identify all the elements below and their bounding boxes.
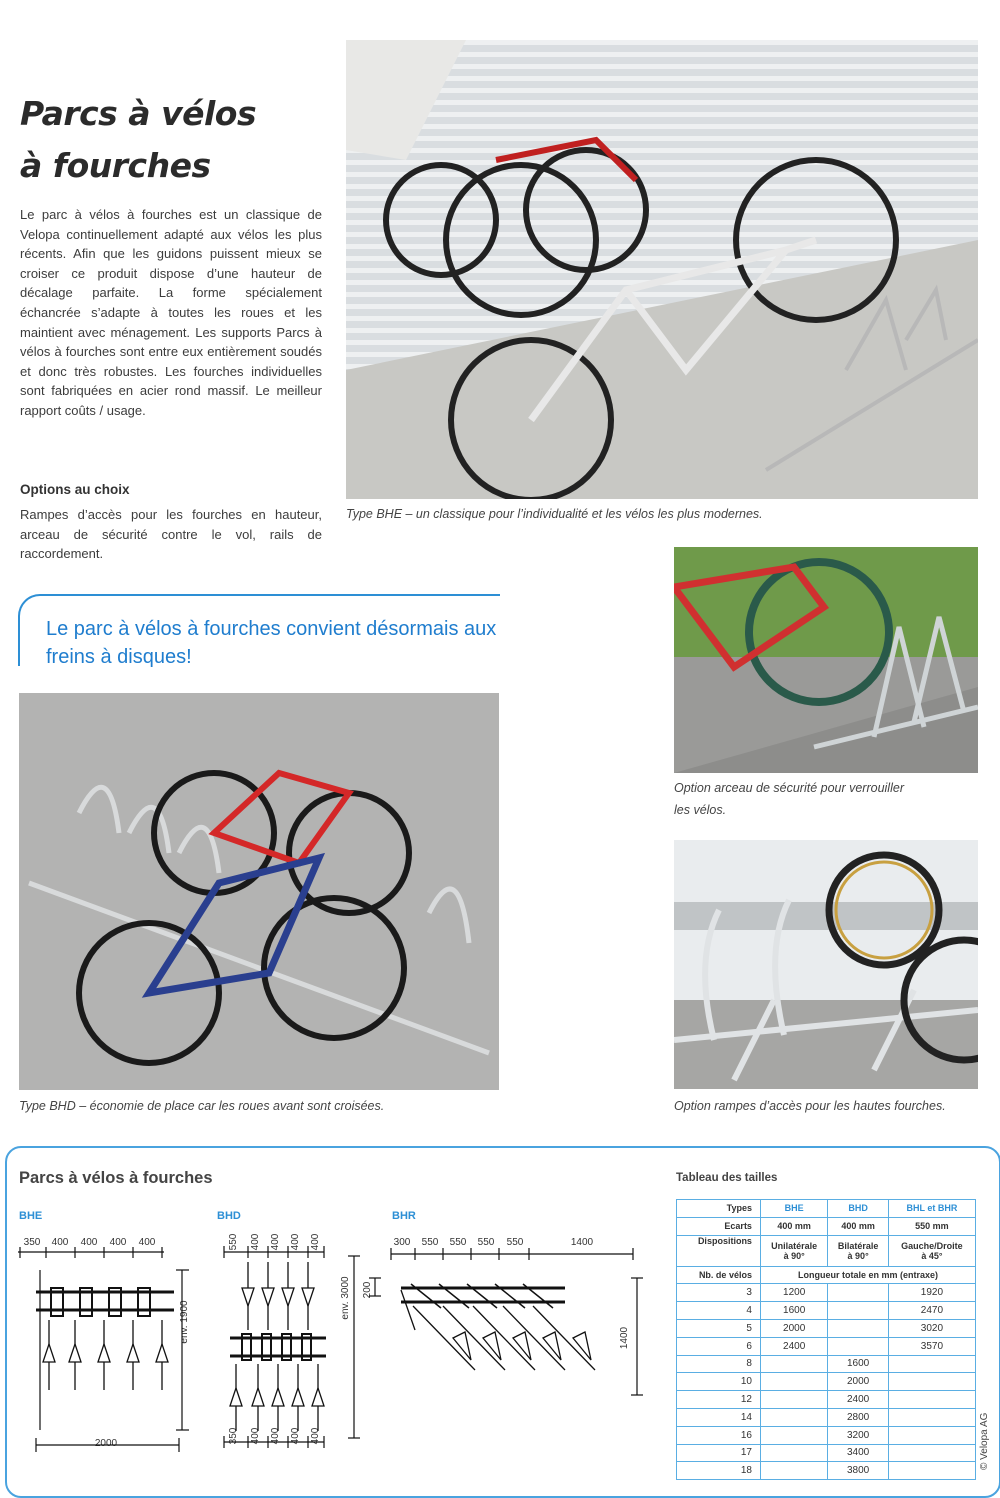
bhr-dim-top-6: 1400	[570, 1237, 594, 1248]
table-row	[677, 1373, 976, 1391]
bhd-length-cell: 2000	[828, 1373, 888, 1391]
table-row	[677, 1462, 976, 1480]
bhl-length-cell	[888, 1408, 975, 1426]
bhe-length-cell: 1200	[760, 1284, 827, 1302]
bike-count-cell: 4	[677, 1302, 761, 1320]
bhd-length-cell: 1600	[828, 1355, 888, 1373]
bhd-length-cell: 2800	[828, 1408, 888, 1426]
bike-count-cell: 8	[677, 1355, 761, 1373]
bhd-length-cell: 3200	[828, 1426, 888, 1444]
bhe-length-cell	[760, 1426, 827, 1444]
length-header: Longueur totale en mm (entraxe)	[760, 1266, 975, 1284]
disposition-bhe-2: à 90°	[783, 1250, 805, 1261]
bhd-dim-top-5: 400	[310, 1233, 321, 1251]
intro-paragraph: Le parc à vélos à fourches est un classique de Velopa continuellement adapté aux vélos les plus récents. Afin que les guidons puissent mieux se croiser ce produit dispose d’une hauteur de décalage parfaite. La forme spécialement échancrée s’adapte à toutes les roues et les maintient avec ménagement. Les supports Parcs à vélos à fourches sont entre eux entièrement soudés et donc très robustes. Les fourches individuelles sont fabriquées en acier rond massif. Le meilleur rapport coûts / usage.	[20, 207, 322, 418]
bhe-dim-bottom: 2000	[94, 1438, 118, 1449]
bhe-length-cell	[760, 1373, 827, 1391]
title-line-1: Parcs à vélos	[20, 94, 257, 133]
bhd-dim-top-2: 400	[250, 1233, 261, 1251]
disposition-bhl-1: Gauche/Droite	[901, 1240, 963, 1251]
disposition-bhe	[760, 1235, 827, 1266]
title-line-2: à fourches	[20, 146, 211, 185]
table-row	[677, 1200, 976, 1218]
size-table	[676, 1199, 976, 1480]
bhr-diagram	[355, 1230, 645, 1410]
bike-count-cell: 16	[677, 1426, 761, 1444]
specs-title: Parcs à vélos à fourches	[19, 1169, 213, 1187]
size-rows	[677, 1284, 976, 1480]
caption-securite-line-2: les vélos.	[674, 803, 727, 817]
table-row	[677, 1444, 976, 1462]
disposition-bhd-1: Bilatérale	[837, 1240, 879, 1251]
ecarts-label: Ecarts	[677, 1217, 761, 1235]
bike-count-cell: 12	[677, 1391, 761, 1409]
copyright: © Velopa AG	[979, 1412, 990, 1470]
options-heading: Options au choix	[20, 482, 130, 497]
disposition-bhe-1: Unilatérale	[771, 1240, 818, 1251]
dispositions-label: Dispositions	[677, 1235, 761, 1266]
ecart-bhe: 400 mm	[760, 1217, 827, 1235]
bhr-dim-top-2: 550	[421, 1237, 439, 1248]
bhl-length-cell	[888, 1391, 975, 1409]
disposition-bhd	[828, 1235, 888, 1266]
caption-bhd: Type BHD – économie de place car les roues avant sont croisées.	[19, 1099, 385, 1113]
bike-count-cell: 10	[677, 1373, 761, 1391]
bhl-length-cell: 1920	[888, 1284, 975, 1302]
callout-text: Le parc à vélos à fourches convient désormais aux freins à disques!	[46, 618, 497, 668]
table-row	[677, 1337, 976, 1355]
bhd-length-cell: 3400	[828, 1444, 888, 1462]
bhe-dim-top-1: 350	[23, 1237, 41, 1248]
bike-count-cell: 14	[677, 1408, 761, 1426]
bhl-length-cell	[888, 1355, 975, 1373]
bhd-diagram	[214, 1226, 364, 1466]
bhl-length-cell	[888, 1444, 975, 1462]
bhd-length-cell	[828, 1302, 888, 1320]
bhl-length-cell: 2470	[888, 1302, 975, 1320]
table-row	[677, 1217, 976, 1235]
types-label: Types	[677, 1200, 761, 1218]
bhd-length-cell	[828, 1319, 888, 1337]
bhr-dim-top-3: 550	[449, 1237, 467, 1248]
photo-securite	[674, 547, 978, 773]
table-row	[677, 1426, 976, 1444]
caption-securite	[674, 777, 904, 821]
table-row	[677, 1319, 976, 1337]
bhd-length-cell	[828, 1337, 888, 1355]
bhe-dim-top-5: 400	[138, 1237, 156, 1248]
options-paragraph: Rampes d’accès pour les fourches en hauteur, arceau de sécurité contre le vol, rails de raccordement.	[20, 507, 322, 562]
nb-velos-label: Nb. de vélos	[677, 1266, 761, 1284]
bhd-dim-side: env. 3000	[340, 1276, 351, 1320]
bhl-length-cell: 3570	[888, 1337, 975, 1355]
bhd-dim-top-3: 400	[270, 1233, 281, 1251]
disposition-bhl-2: à 45°	[921, 1250, 943, 1261]
bike-count-cell: 17	[677, 1444, 761, 1462]
bhd-dim-bottom-2: 400	[250, 1427, 261, 1445]
bhl-length-cell	[888, 1426, 975, 1444]
caption-rampes: Option rampes d’accès pour les hautes fourches.	[674, 1099, 946, 1113]
bhr-dim-right: 1400	[619, 1326, 630, 1350]
bhr-dim-top-5: 550	[506, 1237, 524, 1248]
table-row	[677, 1391, 976, 1409]
ecart-bhl-bhr: 550 mm	[888, 1217, 975, 1235]
caption-bhe: Type BHE – un classique pour l’individualité et les vélos les plus modernes.	[346, 507, 763, 521]
page-title	[20, 88, 340, 192]
photo-bhd	[19, 693, 499, 1090]
bhd-dim-bottom-4: 400	[290, 1427, 301, 1445]
bhe-length-cell: 2000	[760, 1319, 827, 1337]
bhe-length-cell: 1600	[760, 1302, 827, 1320]
bhd-length-cell: 3800	[828, 1462, 888, 1480]
bhe-length-cell	[760, 1391, 827, 1409]
size-table-title: Tableau des tailles	[676, 1172, 778, 1184]
bhe-length-cell	[760, 1462, 827, 1480]
bhd-dim-bottom-1: 350	[228, 1427, 239, 1445]
bhe-diagram-label: BHE	[19, 1210, 43, 1222]
type-bhl-bhr: BHL et BHR	[888, 1200, 975, 1218]
bhe-length-cell	[760, 1408, 827, 1426]
photo-rampes	[674, 840, 978, 1089]
disposition-bhl	[888, 1235, 975, 1266]
bhr-dim-left: 200	[362, 1281, 373, 1299]
table-row	[677, 1284, 976, 1302]
bhl-length-cell	[888, 1462, 975, 1480]
bhd-dim-top-1: 550	[228, 1233, 239, 1251]
bhd-length-cell	[828, 1284, 888, 1302]
bhd-dim-top-4: 400	[290, 1233, 301, 1251]
bike-count-cell: 6	[677, 1337, 761, 1355]
bhe-dim-side: env. 1900	[179, 1300, 190, 1344]
bhl-length-cell	[888, 1373, 975, 1391]
bhe-dim-top-4: 400	[109, 1237, 127, 1248]
photo-bhe	[346, 40, 978, 499]
type-bhd: BHD	[828, 1200, 888, 1218]
bhe-length-cell: 2400	[760, 1337, 827, 1355]
table-row	[677, 1355, 976, 1373]
disposition-bhd-2: à 90°	[847, 1250, 869, 1261]
table-row	[677, 1408, 976, 1426]
bike-count-cell: 18	[677, 1462, 761, 1480]
bhd-diagram-label: BHD	[217, 1210, 241, 1222]
bhe-dim-top-3: 400	[80, 1237, 98, 1248]
ecart-bhd: 400 mm	[828, 1217, 888, 1235]
bhr-dim-top-1: 300	[393, 1237, 411, 1248]
bhd-dim-bottom-3: 400	[270, 1427, 281, 1445]
type-bhe: BHE	[760, 1200, 827, 1218]
bhl-length-cell: 3020	[888, 1319, 975, 1337]
bhe-diagram	[14, 1230, 210, 1460]
table-row	[677, 1235, 976, 1266]
table-row	[677, 1302, 976, 1320]
bhr-dim-top-4: 550	[477, 1237, 495, 1248]
bhd-dim-bottom-5: 400	[310, 1427, 321, 1445]
bhe-dim-top-2: 400	[51, 1237, 69, 1248]
table-row	[677, 1266, 976, 1284]
bhd-length-cell: 2400	[828, 1391, 888, 1409]
bike-count-cell: 5	[677, 1319, 761, 1337]
bhe-length-cell	[760, 1355, 827, 1373]
bike-count-cell: 3	[677, 1284, 761, 1302]
caption-securite-line-1: Option arceau de sécurité pour verrouiller	[674, 781, 904, 795]
bhr-diagram-label: BHR	[392, 1210, 416, 1222]
bhe-length-cell	[760, 1444, 827, 1462]
